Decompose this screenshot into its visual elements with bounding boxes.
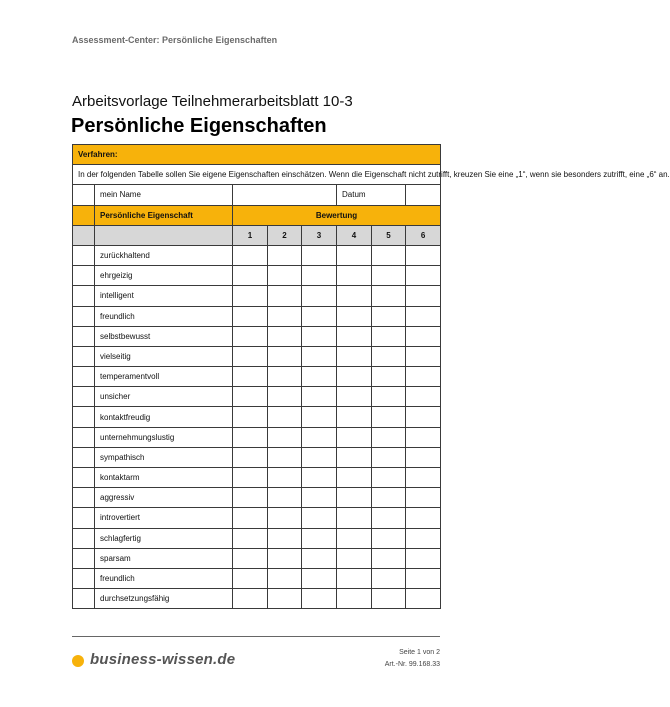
rating-cell-1[interactable]	[233, 568, 268, 588]
property-label: durchsetzungsfähig	[95, 589, 233, 609]
name-row-spacer	[73, 185, 95, 205]
rating-cell-6[interactable]	[406, 306, 441, 326]
rating-cell-6[interactable]	[406, 427, 441, 447]
page-title: Persönliche Eigenschaften	[71, 115, 327, 137]
rating-cell-5[interactable]	[372, 508, 406, 528]
rating-cell-2[interactable]	[268, 367, 302, 387]
property-label: kontaktarm	[95, 468, 233, 488]
rating-cell-3[interactable]	[302, 286, 337, 306]
table-row	[73, 488, 441, 508]
row-spacer	[73, 387, 95, 407]
rating-cell-4[interactable]	[337, 568, 372, 588]
rating-cell-3[interactable]	[302, 447, 337, 467]
rating-cell-3[interactable]	[302, 387, 337, 407]
property-label: introvertiert	[95, 508, 233, 528]
row-spacer	[73, 407, 95, 427]
property-label: aggressiv	[95, 488, 233, 508]
rating-cell-4[interactable]	[337, 407, 372, 427]
rating-cell-3[interactable]	[302, 306, 337, 326]
table-row	[73, 568, 441, 588]
row-spacer	[73, 589, 95, 609]
rating-cell-2[interactable]	[268, 326, 302, 346]
scale-header-blank	[95, 225, 233, 245]
property-label: freundlich	[95, 568, 233, 588]
rating-cell-3[interactable]	[302, 589, 337, 609]
table-row	[73, 528, 441, 548]
rating-cell-4[interactable]	[337, 326, 372, 346]
rating-cell-5[interactable]	[372, 427, 406, 447]
rating-cell-3[interactable]	[302, 427, 337, 447]
row-spacer	[73, 488, 95, 508]
rating-cell-4[interactable]	[337, 528, 372, 548]
rating-cell-3[interactable]	[302, 568, 337, 588]
table-row	[73, 548, 441, 568]
date-label: Datum	[337, 185, 406, 205]
table-row	[73, 346, 441, 366]
rating-cell-1[interactable]	[233, 346, 268, 366]
name-date-row	[73, 185, 441, 205]
row-spacer	[73, 427, 95, 447]
rating-cell-4[interactable]	[337, 387, 372, 407]
rating-cell-2[interactable]	[268, 548, 302, 568]
table-row	[73, 427, 441, 447]
procedure-header-row	[73, 145, 441, 165]
rating-cell-6[interactable]	[406, 346, 441, 366]
rating-cell-1[interactable]	[233, 488, 268, 508]
property-column-header: Persönliche Eigenschaft	[95, 205, 233, 225]
rating-cell-5[interactable]	[372, 245, 406, 265]
procedure-text-row	[73, 165, 441, 185]
rating-cell-3[interactable]	[302, 488, 337, 508]
rating-cell-2[interactable]	[268, 468, 302, 488]
page-info	[385, 647, 440, 671]
rating-cell-1[interactable]	[233, 508, 268, 528]
logo-dot-icon	[72, 655, 84, 667]
row-spacer	[73, 528, 95, 548]
rating-cell-6[interactable]	[406, 326, 441, 346]
rating-cell-4[interactable]	[337, 468, 372, 488]
property-label: ehrgeizig	[95, 266, 233, 286]
rating-cell-3[interactable]	[302, 407, 337, 427]
rating-cell-3[interactable]	[302, 508, 337, 528]
rating-cell-6[interactable]	[406, 528, 441, 548]
rating-cell-3[interactable]	[302, 346, 337, 366]
rating-cell-2[interactable]	[268, 346, 302, 366]
scale-value-2: 2	[268, 225, 302, 245]
rating-cell-5[interactable]	[372, 326, 406, 346]
row-spacer	[73, 548, 95, 568]
rating-cell-1[interactable]	[233, 447, 268, 467]
worksheet-subtitle: Arbeitsvorlage Teilnehmerarbeitsblatt 10-3	[72, 93, 353, 110]
scale-value-6: 6	[406, 225, 441, 245]
property-label: intelligent	[95, 286, 233, 306]
rating-cell-1[interactable]	[233, 548, 268, 568]
rating-cell-4[interactable]	[337, 488, 372, 508]
scale-value-4: 4	[337, 225, 372, 245]
table-row	[73, 447, 441, 467]
row-spacer	[73, 266, 95, 286]
rating-cell-2[interactable]	[268, 266, 302, 286]
rating-cell-1[interactable]	[233, 367, 268, 387]
table-row	[73, 367, 441, 387]
rating-cell-6[interactable]	[406, 548, 441, 568]
property-label: schlagfertig	[95, 528, 233, 548]
rating-cell-3[interactable]	[302, 528, 337, 548]
table-row	[73, 266, 441, 286]
table-row	[73, 387, 441, 407]
rating-cell-6[interactable]	[406, 266, 441, 286]
rating-cell-5[interactable]	[372, 568, 406, 588]
scale-value-5: 5	[372, 225, 406, 245]
rating-cell-5[interactable]	[372, 407, 406, 427]
row-spacer	[73, 245, 95, 265]
rating-cell-2[interactable]	[268, 447, 302, 467]
property-label: selbstbewusst	[95, 326, 233, 346]
rating-cell-6[interactable]	[406, 447, 441, 467]
rating-cell-5[interactable]	[372, 589, 406, 609]
property-label: kontaktfreudig	[95, 407, 233, 427]
footer-divider	[72, 636, 440, 637]
property-label: sparsam	[95, 548, 233, 568]
rating-cell-6[interactable]	[406, 508, 441, 528]
scale-header-spacer	[73, 225, 95, 245]
rating-cell-6[interactable]	[406, 387, 441, 407]
rating-cell-1[interactable]	[233, 245, 268, 265]
article-number: Art.-Nr. 99.168.33	[384, 661, 440, 668]
rating-cell-3[interactable]	[302, 548, 337, 568]
rating-cell-3[interactable]	[302, 367, 337, 387]
row-spacer	[73, 447, 95, 467]
rating-cell-4[interactable]	[337, 367, 372, 387]
row-spacer	[73, 286, 95, 306]
rating-cell-5[interactable]	[372, 447, 406, 467]
rating-cell-5[interactable]	[372, 528, 406, 548]
table-row	[73, 306, 441, 326]
rating-cell-2[interactable]	[268, 387, 302, 407]
row-spacer	[73, 568, 95, 588]
row-spacer	[73, 468, 95, 488]
row-spacer	[73, 306, 95, 326]
rating-cell-4[interactable]	[337, 245, 372, 265]
rating-cell-1[interactable]	[233, 326, 268, 346]
rating-cell-2[interactable]	[268, 306, 302, 326]
rating-cell-5[interactable]	[372, 387, 406, 407]
scale-value-3: 3	[302, 225, 337, 245]
rating-cell-5[interactable]	[372, 367, 406, 387]
scale-value-1: 1	[233, 225, 268, 245]
column-header-row	[73, 205, 441, 225]
rating-cell-2[interactable]	[268, 528, 302, 548]
rating-cell-2[interactable]	[268, 245, 302, 265]
table-row	[73, 326, 441, 346]
rating-cell-5[interactable]	[372, 306, 406, 326]
row-spacer	[73, 326, 95, 346]
page-number: Seite 1 von 2	[399, 649, 440, 656]
property-label: sympathisch	[95, 447, 233, 467]
rating-cell-5[interactable]	[372, 266, 406, 286]
rating-cell-1[interactable]	[233, 387, 268, 407]
property-label: unternehmungslustig	[95, 427, 233, 447]
table-row	[73, 286, 441, 306]
procedure-label: Verfahren:	[73, 145, 441, 165]
rating-cell-6[interactable]	[406, 367, 441, 387]
rating-cell-2[interactable]	[268, 407, 302, 427]
assessment-table	[72, 144, 670, 609]
rating-cell-1[interactable]	[233, 589, 268, 609]
rating-cell-4[interactable]	[337, 508, 372, 528]
rating-cell-6[interactable]	[406, 589, 441, 609]
rating-cell-4[interactable]	[337, 286, 372, 306]
rating-cell-6[interactable]	[406, 286, 441, 306]
rating-cell-5[interactable]	[372, 346, 406, 366]
property-label: zurückhaltend	[95, 245, 233, 265]
rating-cell-2[interactable]	[268, 427, 302, 447]
rating-cell-2[interactable]	[268, 286, 302, 306]
rating-cell-1[interactable]	[233, 427, 268, 447]
table-row	[73, 508, 441, 528]
rating-cell-5[interactable]	[372, 548, 406, 568]
table-row	[73, 468, 441, 488]
rating-cell-1[interactable]	[233, 286, 268, 306]
rating-cell-6[interactable]	[406, 468, 441, 488]
rating-cell-3[interactable]	[302, 266, 337, 286]
property-label: unsicher	[95, 387, 233, 407]
rating-cell-2[interactable]	[268, 508, 302, 528]
brand-logo: business-wissen.de	[90, 651, 236, 668]
rating-cell-1[interactable]	[233, 266, 268, 286]
row-spacer	[73, 367, 95, 387]
row-spacer	[73, 508, 95, 528]
scale-header-row	[73, 225, 441, 245]
rating-cell-1[interactable]	[233, 468, 268, 488]
rating-cell-6[interactable]	[406, 407, 441, 427]
rating-cell-1[interactable]	[233, 306, 268, 326]
rating-cell-4[interactable]	[337, 346, 372, 366]
rating-cell-4[interactable]	[337, 589, 372, 609]
running-header: Assessment-Center: Persönliche Eigenschaften	[72, 35, 278, 45]
rating-cell-2[interactable]	[268, 589, 302, 609]
column-header-spacer	[73, 205, 95, 225]
rating-cell-5[interactable]	[372, 488, 406, 508]
property-label: vielseitig	[95, 346, 233, 366]
rating-cell-2[interactable]	[268, 488, 302, 508]
table-row	[73, 407, 441, 427]
date-field[interactable]	[406, 185, 441, 205]
property-label: freundlich	[95, 306, 233, 326]
rating-cell-3[interactable]	[302, 245, 337, 265]
rating-cell-4[interactable]	[337, 447, 372, 467]
rating-cell-4[interactable]	[337, 548, 372, 568]
rating-cell-3[interactable]	[302, 468, 337, 488]
rating-cell-4[interactable]	[337, 306, 372, 326]
name-label: mein Name	[95, 185, 233, 205]
rating-cell-2[interactable]	[268, 568, 302, 588]
rating-column-header: Bewertung	[233, 205, 441, 225]
rating-cell-5[interactable]	[372, 286, 406, 306]
rating-cell-4[interactable]	[337, 266, 372, 286]
name-field[interactable]	[233, 185, 337, 205]
table-row	[73, 589, 441, 609]
table-row	[73, 245, 441, 265]
rating-cell-1[interactable]	[233, 528, 268, 548]
rating-cell-6[interactable]	[406, 245, 441, 265]
rating-cell-1[interactable]	[233, 407, 268, 427]
property-label: temperamentvoll	[95, 367, 233, 387]
rating-cell-6[interactable]	[406, 488, 441, 508]
procedure-text: In der folgenden Tabelle sollen Sie eigene Eigenschaften einschätzen. Wenn die Eigenschaft nicht zutrifft, kreuzen Sie eine „1“, wenn sie besonders zutrifft, eine „6“ an.	[73, 165, 441, 185]
rating-cell-4[interactable]	[337, 427, 372, 447]
row-spacer	[73, 346, 95, 366]
rating-cell-6[interactable]	[406, 568, 441, 588]
rating-cell-5[interactable]	[372, 468, 406, 488]
rating-cell-3[interactable]	[302, 326, 337, 346]
